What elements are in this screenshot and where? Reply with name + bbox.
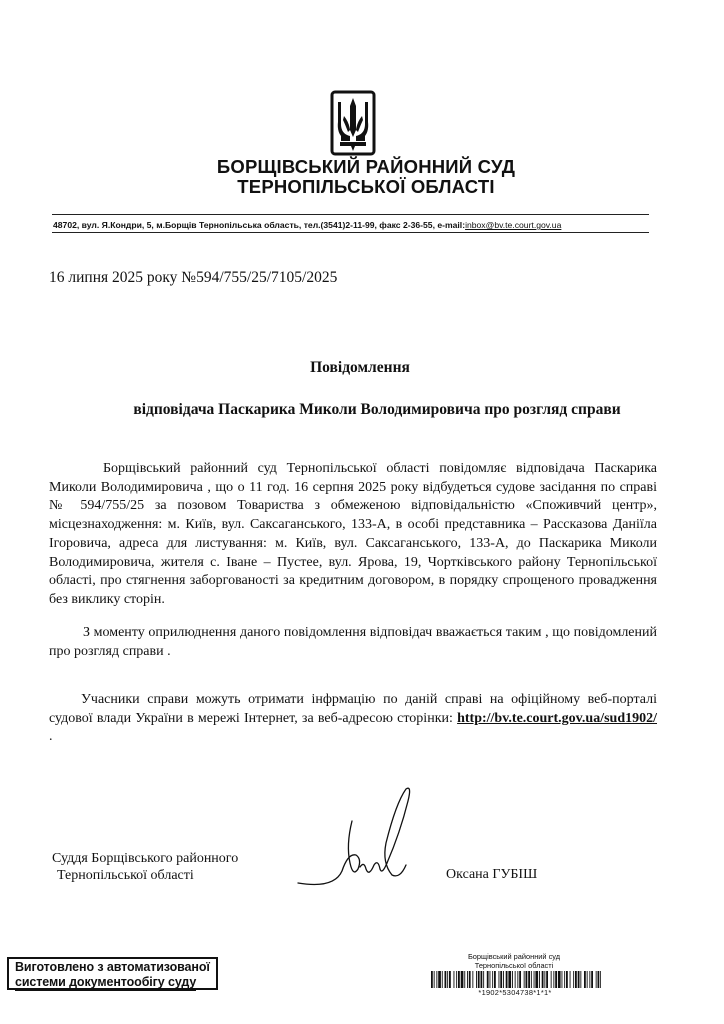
barcode-bar [512,971,513,988]
judge-position [52,850,238,884]
barcode-court-line2: Тернопільської області [474,961,554,970]
barcode-bar [551,971,552,988]
barcode-bar [476,971,477,988]
barcode-bar [519,971,521,988]
barcode-bar [558,971,561,988]
barcode-bar [456,971,457,988]
barcode-bar [542,971,544,988]
barcode-bar [573,971,574,988]
paragraph-3-end: . [49,729,53,745]
barcode-court-label [430,952,598,970]
barcode-bar [553,971,554,988]
barcode-bar [539,971,540,988]
barcode-bar [434,971,435,988]
barcode-court-line1: Борщівський районний суд [467,952,561,961]
barcode-bar [515,971,516,988]
barcode-bar [570,971,571,988]
barcode-bar [492,971,493,988]
barcode-bar [596,971,597,988]
barcode-bar [526,971,528,988]
barcode-bar [600,971,601,988]
header-rule-bottom [52,232,649,233]
automated-system-stamp [7,957,218,990]
court-email-link[interactable]: inbox@bv.te.court.gov.ua [465,220,562,230]
barcode-bar [575,971,577,988]
barcode-bar [535,971,538,988]
barcode-bar [431,971,433,988]
barcode-bar [490,971,491,988]
barcode-bar [555,971,557,988]
barcode-bar [566,971,568,988]
court-name-line2: ТЕРНОПІЛЬСЬКОЇ ОБЛАСТІ [237,176,495,197]
barcode-bar [481,971,483,988]
court-name-line1: БОРЩІВСЬКИЙ РАЙОННИЙ СУД [216,156,516,177]
barcode-bar [589,971,590,988]
judge-name: Оксана ГУБІШ [446,867,538,882]
barcode-bar [528,971,530,988]
document-date-number: 16 липня 2025 року №594/755/25/7105/2025 [49,269,338,286]
stamp-line1: Виготовлено з автоматизованої [15,960,210,974]
barcode-bar [469,971,471,988]
handwritten-signature [290,783,425,893]
barcode-bar [445,971,447,988]
trident-emblem-icon [329,90,377,158]
barcode-bar [534,971,535,988]
title-text: Повідомлення [310,359,410,376]
barcode-bar [467,971,468,988]
notice-paragraph-2 [49,624,657,661]
barcode-bar [587,971,588,988]
barcode-bar [508,971,511,988]
barcode-bar [562,971,563,988]
barcode-bar [442,971,443,988]
judge-position-line1: Суддя Борщівського районного [52,851,239,866]
barcode-bar [564,971,565,988]
subtitle-text: відповідача Паскарика Миколи Володимировича про розгляд справи [133,401,621,418]
barcode-bar [494,971,496,988]
barcode-number: *1902*5304738*1*1* [478,988,552,997]
barcode-bar [438,971,441,988]
barcode-bar [544,971,545,988]
barcode-bar [598,971,600,988]
barcode-bar [517,971,518,988]
notice-paragraph-1 [49,460,657,610]
barcode-bar [472,971,473,988]
barcode-bar [546,971,548,988]
page-title [0,359,724,377]
barcode-bar [506,971,508,988]
barcode-bar [478,971,480,988]
stamp-line2: системи документообігу суду [15,975,197,989]
judge-position-line2: Тернопільської області [57,868,194,883]
address-text: 48702, вул. Я.Кондри, 5, м.Борщів Тернопільська область, тел.(3541)2-11-99, факс 2-36-55, e-mail: [53,220,466,230]
court-address [53,220,653,230]
barcode-bar [464,971,465,988]
barcode-bar [483,971,484,988]
barcode-bar [531,971,532,988]
notice-paragraph-3 [49,691,657,747]
barcode-bar [524,971,525,988]
barcode-bar [578,971,580,988]
barcode-bar [499,971,500,988]
barcode-bar [449,971,451,988]
barcode-bar [461,971,464,988]
court-name [0,157,724,197]
paragraph-3-text: Учасники справи можуть отримати інфрмацію по даній справі на офіційному веб-порталі судової влади України в мережі Інтернет, за веб-адресою сторінки: [49,692,657,726]
paragraph-1-text: Борщівський районний суд Тернопільської області повідомляє відповідача Паскарика Миколи Володимировича , що о 11 год. 16 серпня 2025 року відбудеться судове засідання по справі № 594/755/25 за позовом Товариства з обмеженою відповідальністю «Споживчий центр», місцезнаходження: м. Київ, вул. Саксаганського, 133-А, в особі представника – Рассказова Даніїла Ігоровича, адреса для листування: м. Київ, вул. Саксаганського, 133-А, до Паскарика Миколи Володимировича, жителя с. Іване – Пустее, вул. Ярова, 19, Чортківського району Тернопільської області, про стягнення заборгованості за кредитним договором, в порядку спрощеного провадження без виклику сторін. [49,461,657,607]
barcode-bar [436,971,437,988]
paragraph-2-text: З моменту оприлюднення даного повідомлення відповідач вважається таким , що повідомлений про розгляд справи . [49,625,657,659]
barcode-bar [487,971,489,988]
barcode-bar [500,971,502,988]
barcode-bar [584,971,586,988]
barcode-bar [503,971,504,988]
barcode-bar [580,971,581,988]
page-subtitle [0,401,724,419]
barcode-bar [447,971,448,988]
court-website-link[interactable]: http://bv.te.court.gov.ua/sud1902/ [457,710,657,726]
barcode-bar [458,971,460,988]
header-rule-top [52,214,649,215]
barcode-bar [454,971,455,988]
document-barcode [431,971,601,988]
barcode-bar [591,971,593,988]
